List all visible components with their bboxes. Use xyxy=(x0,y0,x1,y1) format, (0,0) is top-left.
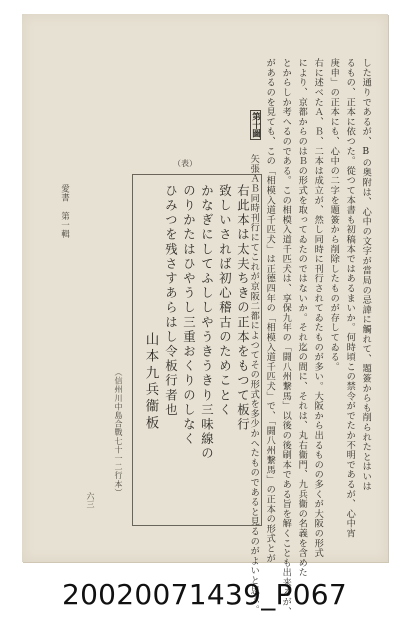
body-text-line-1: した通りであるが、Bの奥附は、心中の文字が當局の忌諱に觸れて、題簽からも削られたとはいは xyxy=(360,58,372,491)
running-header: 愛書 第一輯 xyxy=(59,184,70,239)
page-number: 六三 xyxy=(86,492,95,508)
quote-line-2: 致しいされば初心稽古のためことく xyxy=(217,184,233,418)
quote-line-3: かなぎにしてふししやうきうきり三味線の xyxy=(199,184,215,462)
figure-caption: （信州川中島合戰七十一二行本） xyxy=(114,368,123,497)
body-text-line-6: とからしか考へるのである。この相模入道千匹犬は、享保九年の「闘八州繋馬」以後の後刷本である旨を解くことも出来るが、 xyxy=(280,58,292,617)
body-text-line-4: 右に述べたＡ、Ｂ、二本は成立が、然し同時に刊行されてゐたものが多い。大阪から出るものの多くが大阪の形式 xyxy=(312,58,324,558)
body-text-line-7: があるのを見ても、この「相模入道千匹犬」は正德四年の「相模入道千匹犬」で、「闘八州繋馬」の正本の形式とが xyxy=(264,58,276,563)
body-text-line-3: 庚申」の正本にも、心中の二字を題簽から削除したものが存してゐる。 xyxy=(328,58,340,372)
figure-label: 第十圖 xyxy=(250,112,261,138)
quote-line-4: のりかたはひやうし三重おくりのしなく xyxy=(181,184,197,447)
quote-line-5: ひみつを残さすあらはし令板行者也 xyxy=(163,184,179,418)
body-text-line-2: るもの、正本に依つた。從つて本書も初稿本ではあるまいか。何時頃この禁令がでたか不明であるが、心中宵 xyxy=(344,58,356,539)
body-text-line-5: により、京都からのはＢの形式を取ってゐたのではないか。それ迄の間に、それは、丸右衞門、九兵衞の名義を含めた xyxy=(296,58,308,578)
quote-line-1: 右此本は太夫ちきの正本をもつて板行 xyxy=(235,184,251,433)
body-text-line-8: 矢張ＡＢ同時刊行にてこれが京阪二都によつてその形式を多少かへたものであると見るのがよいと思ふ。 xyxy=(248,154,260,615)
image-id-caption: 20020071439_P067 xyxy=(61,578,348,611)
box-header: （表） xyxy=(171,157,199,171)
publisher-signature: 山本九兵衞板 xyxy=(142,332,159,433)
